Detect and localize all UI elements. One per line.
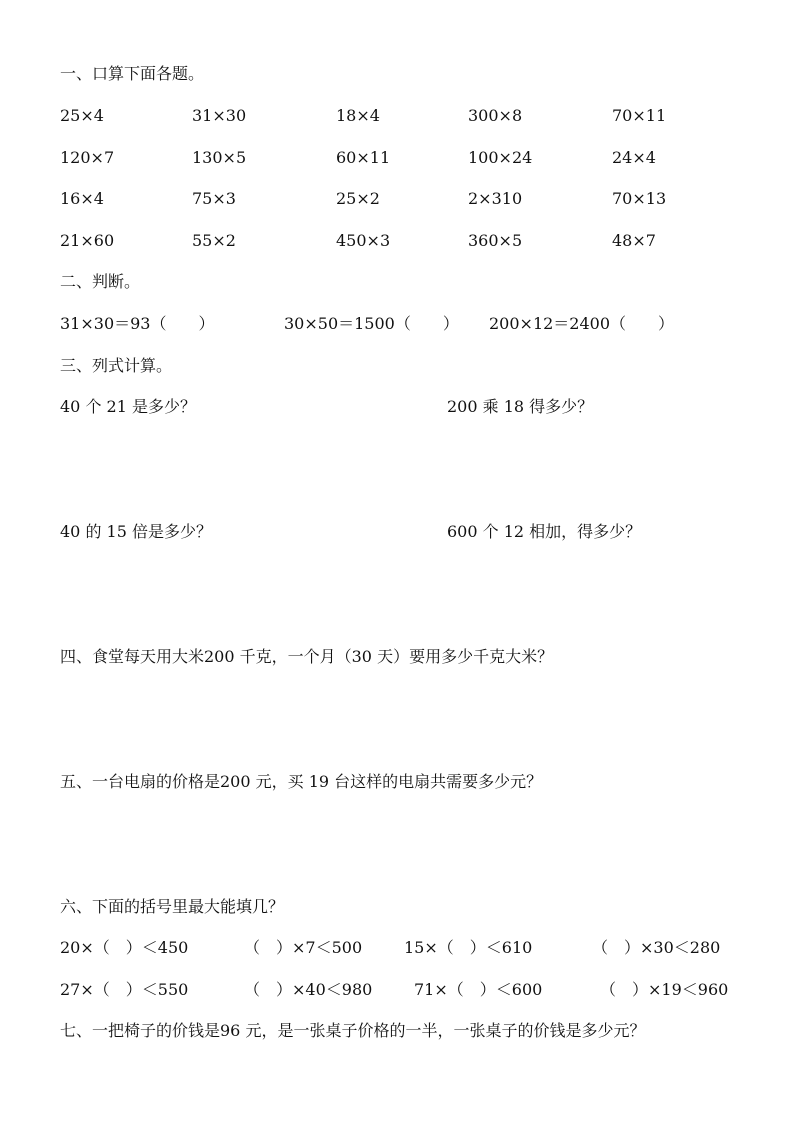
mental-math-item: 16×4 — [60, 189, 104, 208]
word-problem-5: 五、一台电扇的价格是200 元，买 19 台这样的电扇共需要多少元？ — [60, 772, 543, 791]
mental-math-item: 130×5 — [192, 148, 247, 167]
judgement-item: 30×50＝1500（ ） — [284, 314, 459, 333]
mental-math-item: 70×11 — [612, 106, 667, 125]
mental-math-item: 21×60 — [60, 231, 115, 250]
fill-blank-item: （ ）×7＜500 — [244, 938, 363, 957]
mental-math-item: 60×11 — [336, 148, 391, 167]
section-1-title: 一、口算下面各题。 — [60, 64, 205, 83]
mental-math-item: 24×4 — [612, 148, 656, 167]
mental-math-item: 31×30 — [192, 106, 247, 125]
judgement-item: 31×30＝93（ ） — [60, 314, 215, 333]
fill-blank-item: 71×（ ）＜600 — [414, 980, 543, 999]
calc-question: 600 个 12 相加，得多少？ — [447, 522, 642, 541]
fill-blank-item: （ ）×30＜280 — [592, 938, 721, 957]
mental-math-item: 120×7 — [60, 148, 115, 167]
judgement-item: 200×12＝2400（ ） — [489, 314, 675, 333]
fill-blank-item: （ ）×40＜980 — [244, 980, 373, 999]
calc-question: 40 的 15 倍是多少？ — [60, 522, 212, 541]
mental-math-item: 100×24 — [468, 148, 533, 167]
mental-math-item: 300×8 — [468, 106, 523, 125]
fill-blank-item: 15×（ ）＜610 — [404, 938, 533, 957]
calc-question: 40 个 21 是多少？ — [60, 397, 196, 416]
word-problem-7: 七、一把椅子的价钱是96 元，是一张桌子价格的一半，一张桌子的价钱是多少元？ — [60, 1021, 646, 1040]
mental-math-item: 360×5 — [468, 231, 523, 250]
section-6-title: 六、下面的括号里最大能填几？ — [60, 897, 285, 916]
mental-math-item: 25×2 — [336, 189, 380, 208]
fill-blank-item: 20×（ ）＜450 — [60, 938, 189, 957]
section-3-title: 三、列式计算。 — [60, 356, 173, 375]
mental-math-item: 2×310 — [468, 189, 523, 208]
fill-blank-item: 27×（ ）＜550 — [60, 980, 189, 999]
section-2-title: 二、判断。 — [60, 272, 141, 291]
mental-math-item: 25×4 — [60, 106, 104, 125]
calc-question: 200 乘 18 得多少？ — [447, 397, 594, 416]
mental-math-item: 18×4 — [336, 106, 380, 125]
mental-math-item: 75×3 — [192, 189, 236, 208]
mental-math-item: 450×3 — [336, 231, 391, 250]
mental-math-item: 70×13 — [612, 189, 667, 208]
mental-math-item: 48×7 — [612, 231, 656, 250]
fill-blank-item: （ ）×19＜960 — [600, 980, 729, 999]
mental-math-item: 55×2 — [192, 231, 236, 250]
word-problem-4: 四、食堂每天用大米200 千克，一个月（30 天）要用多少千克大米？ — [60, 647, 554, 666]
